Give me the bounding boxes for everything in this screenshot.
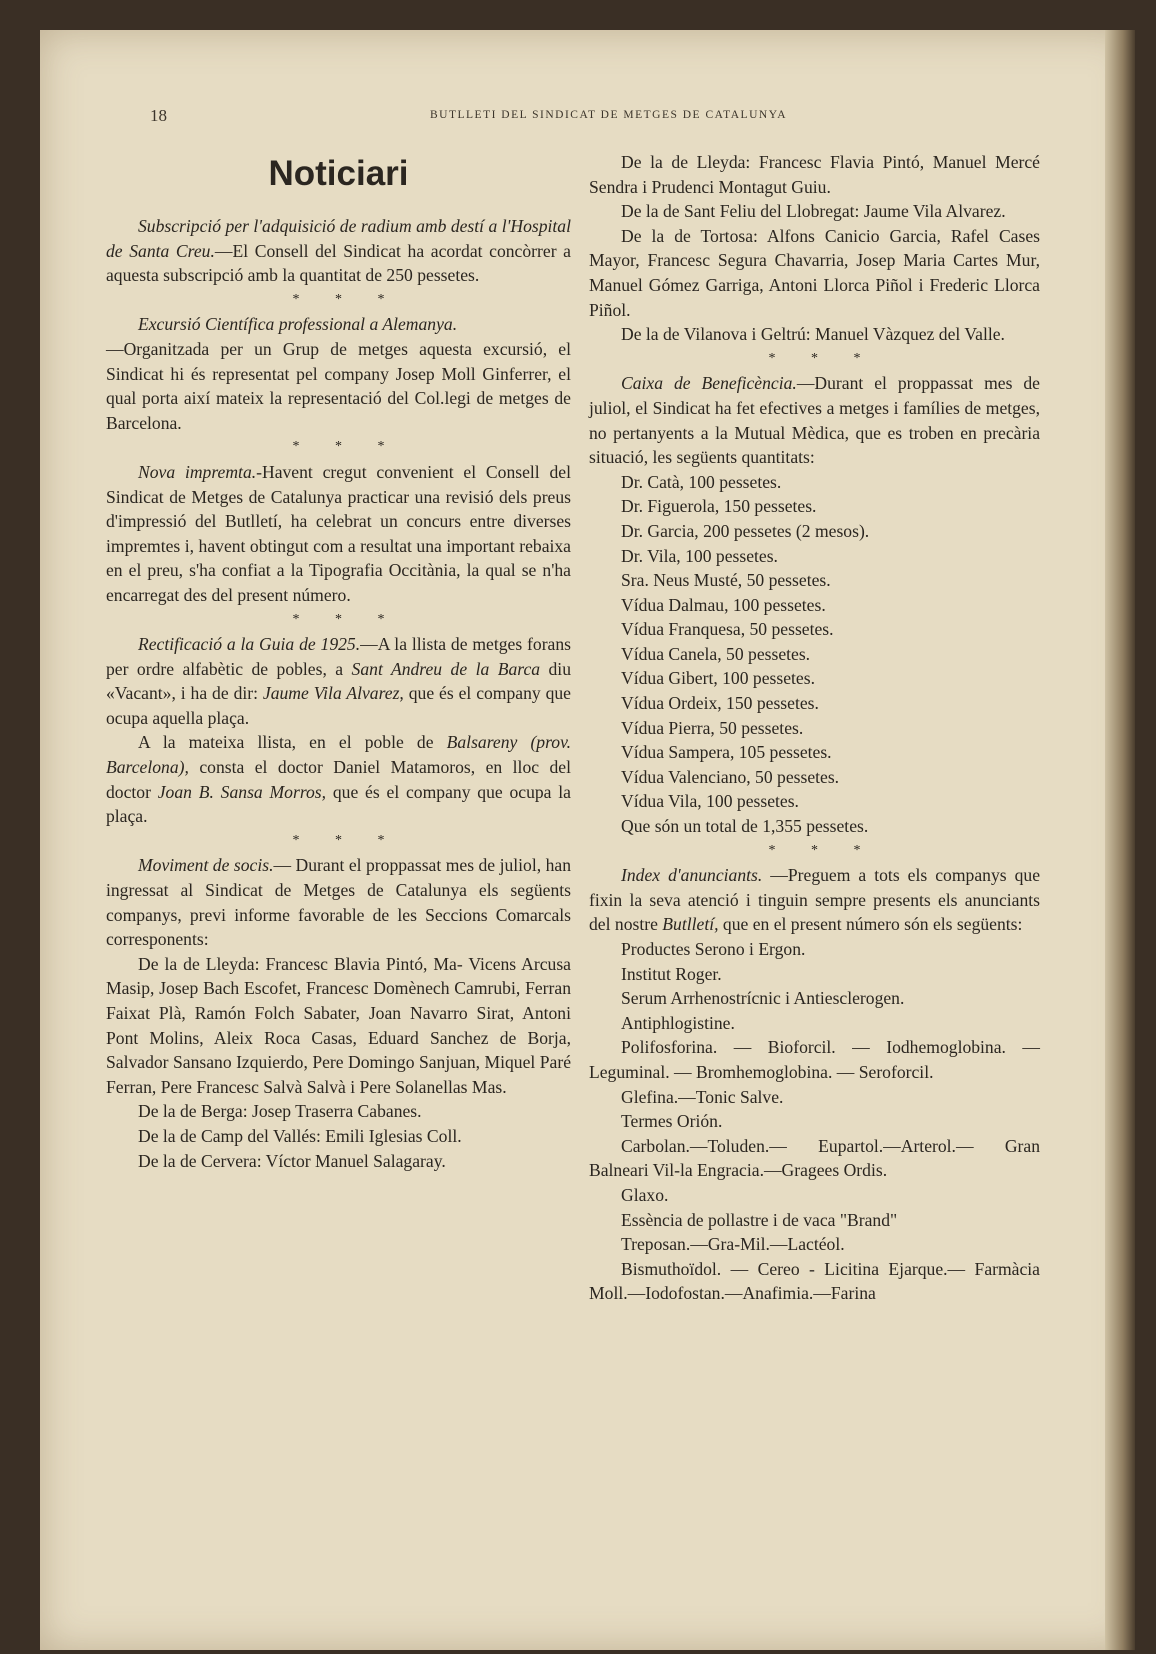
list-item: Vídua Dalmau, 100 pessetes. [621, 594, 826, 615]
news-text: — Durant el proppassat mes de juliol, han ingressat al Sindicat de Metges de Catalunya els següents companys, previ informe favorable de les Seccions Comarcals corresponents: [106, 855, 571, 950]
list-item: Vídua Canela, 50 pessetes. [621, 643, 811, 664]
advertiser-item: Institut Roger. [621, 963, 722, 984]
advertiser-item: Termes Orión. [621, 1111, 723, 1132]
separator: * * * [292, 611, 401, 627]
news-text: —Preguem a tots els companys que fixin la seva atenció i tinguin sempre presents els anunciants del nostre [589, 865, 1040, 935]
news-item-rectificacio [106, 632, 571, 730]
news-item-anunciants [589, 863, 1040, 937]
news-text: consta el doctor Daniel Matamoros, en lloc del doctor [106, 757, 571, 802]
left-column [106, 110, 571, 1173]
advertiser-item: Essència de pollastre i de vaca "Brand" [621, 1209, 898, 1230]
news-item-impremta [106, 460, 571, 608]
news-heading: Excursió Científica professional a Alemanya. [138, 314, 458, 335]
news-item-balsareny [106, 730, 571, 828]
members-berga: De la de Berga: Josep Traserra Cabanes. [138, 1101, 422, 1122]
book-spine [1105, 30, 1135, 1650]
members-camp-valles: De la de Camp del Vallés: Emili Iglesias Coll. [138, 1125, 462, 1146]
members-sant-feliu: De la de Sant Feliu del Llobregat: Jaume Vila Alvarez. [621, 201, 1006, 222]
person-name: Jaume Vila Alvarez, [262, 683, 404, 704]
members-lleyda: De la de Lleyda: Francesc Blavia Pintó, Ma- Vicens Arcusa Masip, Josep Bach Escofet, Francesc Domènech Camrubi, Ferran Faixat Plà, Ramón Folch Sabater, Joan Navarro Sirat, Antoni Pont Molins, Aleix Roca Casas, Eduard Sanchez de Borja, Salvador Sansano Izquierdo, Pere Domingo Sanjuan, Miquel Paré Ferran, Pere Francesc Salvà Salvà i Pere Solanellas Mas. [106, 953, 571, 1097]
news-heading: Rectificació a la Guia de 1925. [138, 634, 361, 655]
advertiser-item: Antiphlogistine. [621, 1012, 735, 1033]
news-item-moviment [106, 853, 571, 951]
advertiser-item: Glaxo. [621, 1184, 669, 1205]
news-text: —A la llista de metges forans per ordre alfabètic de pobles, a [106, 634, 572, 679]
news-text: A la mateixa llista, en el poble de [138, 732, 447, 753]
list-item: Dr. Catà, 100 pessetes. [621, 471, 782, 492]
news-text: —Organitzada per un Grup de metges aquesta excursió, el Sindicat hi és representat pel company Josep Moll Ginferrer, el qual porta així mateix la representació del Col.legi de metges de Barcelona. [106, 338, 571, 433]
list-item: Vídua Franquesa, 50 pessetes. [621, 619, 834, 640]
separator: * * * [768, 842, 877, 858]
members-tortosa: De la de Tortosa: Alfons Canicio Garcia, Rafel Cases Mayor, Francesc Segura Chavarria, Josep Maria Cartes Mur, Manuel Gómez Garriga, Antoni Llorca Piñol i Frederic Llorca Piñol. [589, 225, 1040, 320]
members-vilanova: De la de Vilanova i Geltrú: Manuel Vàzquez del Valle. [621, 324, 1005, 345]
running-title: BUTLLETI DEL SINDICAT DE METGES DE CATALUNYA [430, 109, 788, 121]
list-item: Dr. Figuerola, 150 pessetes. [621, 496, 817, 517]
members-lleyda-2: De la de Lleyda: Francesc Flavia Pintó, Manuel Mercé Sendra i Prudenci Montagut Guiu. [589, 152, 1040, 197]
news-text: —Durant el proppassat mes de juliol, el Sindicat ha fet efectives a metges i famílies de metges, no pertanyents a la Mutual Mèdica, que es troben en precària situació, les següents quantitats: [589, 373, 1040, 468]
news-text: diu «Vacant», i ha de dir: [106, 658, 571, 704]
news-text: que és el company que ocupa aquella plaça. [106, 683, 571, 728]
advertiser-item: Serum Arrhenostrícnic i Antiesclerogen. [621, 988, 905, 1009]
advertiser-item: Glefina.—Tonic Salve. [621, 1086, 784, 1107]
list-item: Vídua Gibert, 100 pessetes. [621, 668, 815, 689]
separator: * * * [292, 291, 401, 307]
list-item: Vídua Pierra, 50 pessetes. [621, 717, 804, 738]
page-number: 18 [150, 106, 167, 125]
news-text: que és el company que ocupa la plaça. [106, 781, 571, 827]
list-item: Dr. Vila, 100 pessetes. [621, 545, 778, 566]
separator: * * * [292, 832, 401, 848]
donations-total: Que són un total de 1,355 pessetes. [621, 816, 869, 837]
list-item: Vídua Ordeix, 150 pessetes. [621, 693, 819, 714]
advertiser-item: Treposan.—Gra-Mil.—Lactéol. [621, 1234, 845, 1255]
advertiser-item: Carbolan.—Toluden.— Eupartol.—Arterol.— Gran Balneari Vil-la Engracia.—Gragees Ordis. [589, 1135, 1040, 1181]
news-item-radium [106, 214, 571, 288]
members-cervera: De la de Cervera: Víctor Manuel Salagaray. [138, 1150, 446, 1171]
news-heading: Subscripció per l'adquisició de radium amb destí a l'Hospital de Santa Creu. [106, 216, 571, 261]
publication-name: Butlletí, [662, 914, 719, 935]
advertiser-item: Bismuthoïdol. — Cereo - Licitina Ejarque.— Farmàcia Moll.—Iodofostan.—Anafimia.—Farina [589, 1258, 1040, 1304]
news-heading: Nova impremta. [138, 461, 257, 482]
advertiser-item: Polifosforina. — Bioforcil. — Iodhemoglobina. — Leguminal. — Bromhemoglobina. — Seroforcil. [589, 1037, 1040, 1082]
section-title: Noticiari [268, 154, 409, 193]
donations-list [589, 470, 1040, 839]
news-text: que en el present número són els següents: [718, 914, 1023, 935]
advertiser-item: Productes Serono i Ergon. [621, 939, 806, 959]
news-heading: Caixa de Beneficència. [621, 373, 797, 394]
news-heading: Index d'anunciants. [621, 865, 763, 886]
news-text: -Havent cregut convenient el Consell del Sindicat de Metges de Catalunya practicar una revisió dels preus d'impressió del Butlletí, ha celebrat un concurs entre diverses impremtes i, havent obtingut com a resultat una important rebaixa en el preu, s'ha confiat a la Tipografia Occitània, la qual se n'ha encarregat des del present número. [106, 461, 571, 605]
news-text: —El Consell del Sindicat ha acordat concòrrer a aquesta subscripció amb la quantitat de 250 pessetes. [106, 240, 571, 286]
separator: * * * [768, 350, 877, 366]
list-item: Vídua Sampera, 105 pessetes. [621, 742, 832, 763]
place-name: Balsareny (prov. Barcelona), [106, 732, 571, 778]
list-item: Sra. Neus Musté, 50 pessetes. [621, 570, 831, 591]
list-item: Dr. Garcia, 200 pessetes (2 mesos). [621, 520, 870, 541]
news-heading: Moviment de socis. [138, 855, 274, 876]
list-item: Vídua Vila, 100 pessetes. [621, 791, 799, 812]
right-column [589, 150, 1040, 1306]
news-item-beneficencia [589, 371, 1040, 469]
separator: * * * [292, 439, 401, 455]
person-name: Joan B. Sansa Morros, [157, 781, 327, 802]
news-item-excursio [106, 312, 571, 435]
place-name: Sant Andreu de la Barca [351, 658, 541, 679]
list-item: Vídua Valenciano, 50 pessetes. [621, 766, 840, 787]
